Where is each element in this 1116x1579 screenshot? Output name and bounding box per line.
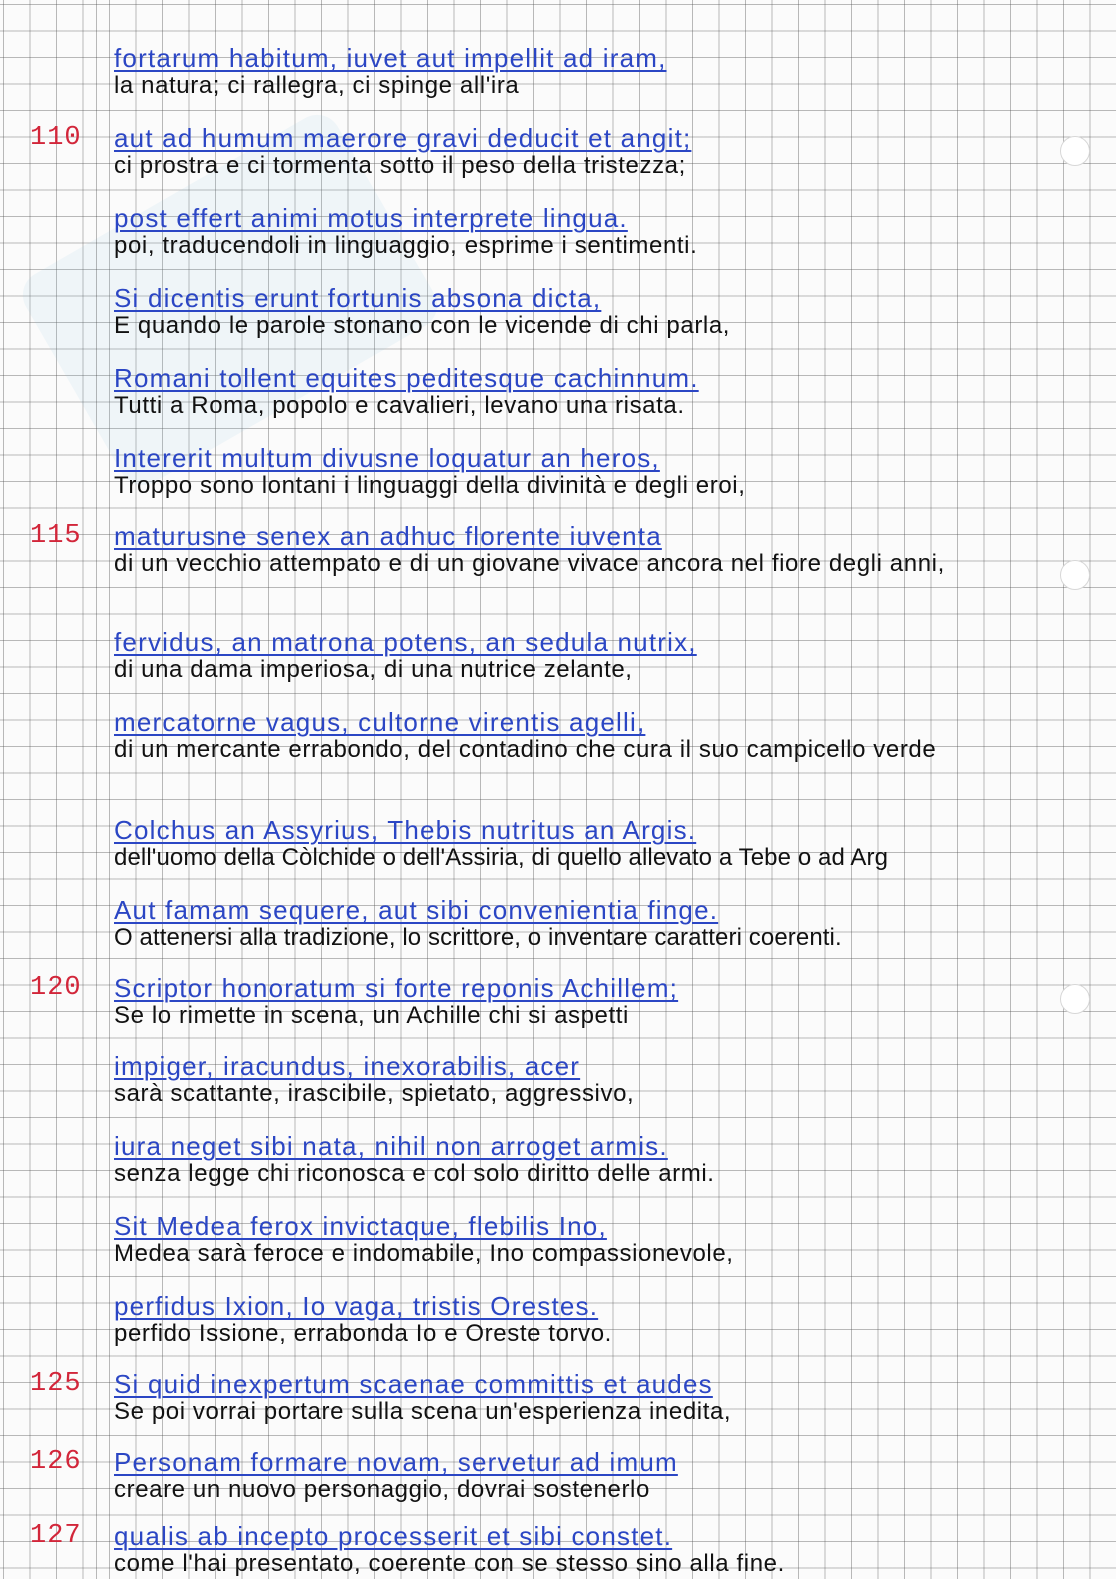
latin-verse: aut ad humum maerore gravi deducit et angit; <box>114 123 692 153</box>
italian-translation: E quando le parole stonano con le vicende di chi parla, <box>114 312 731 339</box>
latin-verse: fervidus, an matrona potens, an sedula nutrix, <box>114 627 697 657</box>
line-number: 120 <box>30 973 82 1003</box>
italian-translation: Se poi vorrai portare sulla scena un'esperienza inedita, <box>114 1398 732 1425</box>
latin-verse: Personam formare novam, servetur ad imum <box>114 1447 678 1477</box>
italian-translation: senza legge chi riconosca e col solo diritto delle armi. <box>114 1160 715 1187</box>
margin-rule <box>96 0 97 1579</box>
latin-verse: Colchus an Assyrius, Thebis nutritus an Argis. <box>114 815 697 845</box>
italian-translation: Se lo rimette in scena, un Achille chi si aspetti <box>114 1002 629 1029</box>
italian-translation: di una dama imperiosa, di una nutrice zelante, <box>114 656 633 683</box>
latin-verse: Scriptor honoratum si forte reponis Achillem; <box>114 973 679 1003</box>
latin-verse: Si dicentis erunt fortunis absona dicta, <box>114 283 602 313</box>
latin-verse: fortarum habitum, iuvet aut impellit ad iram, <box>114 43 667 73</box>
italian-translation: come l'hai presentato, coerente con se stesso sino alla fine. <box>114 1550 785 1577</box>
line-number: 127 <box>30 1521 82 1551</box>
italian-translation: di un vecchio attempato e di un giovane vivace ancora nel fiore degli anni, <box>114 550 945 577</box>
latin-verse: mercatorne vagus, cultorne virentis agelli, <box>114 707 646 737</box>
latin-verse: Aut famam sequere, aut sibi convenientia finge. <box>114 895 719 925</box>
italian-translation: O attenersi alla tradizione, lo scrittore, o inventare caratteri coerenti. <box>114 924 842 951</box>
latin-verse: perfidus Ixion, Io vaga, tristis Orestes. <box>114 1291 599 1321</box>
latin-verse: Si quid inexpertum scaenae committis et audes <box>114 1369 713 1399</box>
latin-verse: Romani tollent equites peditesque cachinnum. <box>114 363 699 393</box>
italian-translation: Tutti a Roma, popolo e cavalieri, levano una risata. <box>114 392 685 419</box>
latin-verse: maturusne senex an adhuc florente iuventa <box>114 521 662 551</box>
italian-translation: ci prostra e ci tormenta sotto il peso della tristezza; <box>114 152 686 179</box>
latin-verse: Intererit multum divusne loquatur an heros, <box>114 443 660 473</box>
italian-translation: di un mercante errabondo, del contadino che cura il suo campicello verde <box>114 736 937 763</box>
italian-translation: dell'uomo della Còlchide o dell'Assiria, di quello allevato a Tebe o ad Arg <box>114 844 889 871</box>
latin-verse: iura neget sibi nata, nihil non arroget armis. <box>114 1131 668 1161</box>
line-number: 110 <box>30 123 82 153</box>
line-number: 125 <box>30 1369 82 1399</box>
italian-translation: sarà scattante, irascibile, spietato, aggressivo, <box>114 1080 635 1107</box>
italian-translation: perfido Issione, errabonda Io e Oreste torvo. <box>114 1320 612 1347</box>
italian-translation: Medea sarà feroce e indomabile, Ino compassionevole, <box>114 1240 734 1267</box>
latin-verse: Sit Medea ferox invictaque, flebilis Ino, <box>114 1211 607 1241</box>
latin-verse: post effert animi motus interprete lingua. <box>114 203 628 233</box>
italian-translation: Troppo sono lontani i linguaggi della divinità e degli eroi, <box>114 472 746 499</box>
line-number: 115 <box>30 521 82 551</box>
latin-verse: impiger, iracundus, inexorabilis, acer <box>114 1051 581 1081</box>
italian-translation: creare un nuovo personaggio, dovrai sostenerlo <box>114 1476 650 1503</box>
latin-verse: qualis ab incepto processerit et sibi constet. <box>114 1521 673 1551</box>
italian-translation: la natura; ci rallegra, ci spinge all'ira <box>114 72 520 99</box>
italian-translation: poi, traducendoli in linguaggio, esprime i sentimenti. <box>114 232 698 259</box>
line-number: 126 <box>30 1447 82 1477</box>
